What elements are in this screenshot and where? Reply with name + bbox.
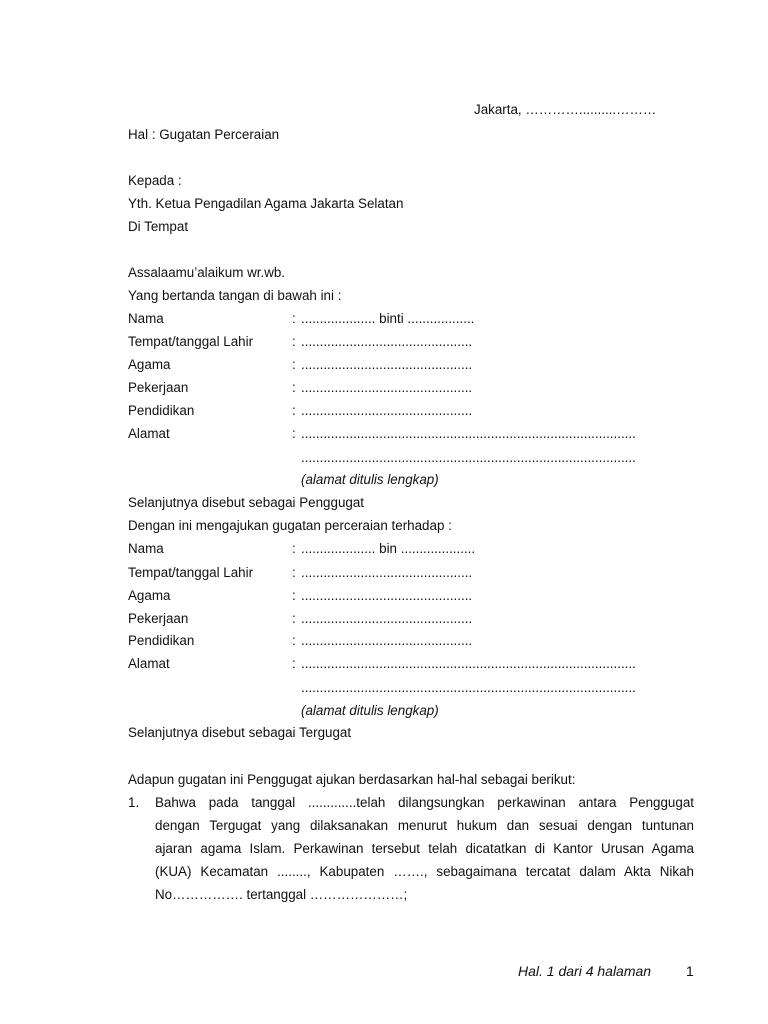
field-colon: : — [292, 656, 296, 671]
field-value: .............................................. — [301, 565, 473, 580]
field-colon: : — [292, 565, 296, 580]
field-colon: : — [292, 380, 296, 395]
field-label: Tempat/tanggal Lahir — [128, 565, 254, 580]
field-value: .............................................. — [301, 611, 473, 626]
tergugat-closing: Selanjutnya disebut sebagai Tergugat — [128, 725, 352, 740]
field-colon: : — [292, 588, 296, 603]
field-value: .................... bin .................... — [301, 541, 476, 556]
field-label: Pekerjaan — [128, 611, 189, 626]
field-label: Nama — [128, 311, 164, 326]
list-item-line — [155, 817, 694, 835]
intro-text: Yang bertanda tangan di bawah ini : — [128, 288, 342, 303]
addressee-place: Di Tempat — [128, 219, 189, 234]
field-colon: : — [292, 633, 296, 648]
addressee-name: Yth. Ketua Pengadilan Agama Jakarta Selatan — [128, 196, 404, 211]
penggugat-field-pekerjaan — [128, 379, 668, 397]
tergugat-address-note: (alamat ditulis lengkap) — [301, 703, 439, 718]
addressee-label: Kepada : — [128, 173, 182, 188]
field-label: Agama — [128, 357, 171, 372]
field-colon: : — [292, 311, 296, 326]
tergugat-address-continuation: .......................................................................................... — [301, 680, 636, 695]
subject-line: Hal : Gugatan Perceraian — [128, 127, 280, 142]
field-label: Tempat/tanggal Lahir — [128, 334, 254, 349]
field-label: Alamat — [128, 656, 170, 671]
penggugat-field-pendidikan — [128, 402, 668, 420]
tergugat-field-ttl — [128, 564, 668, 582]
tergugat-field-agama — [128, 587, 668, 605]
page-footer-label: Hal. 1 dari 4 halaman — [518, 963, 652, 979]
penggugat-field-nama — [128, 310, 668, 328]
list-item-number: 1. — [128, 795, 140, 810]
field-label: Pendidikan — [128, 633, 195, 648]
field-label: Pendidikan — [128, 403, 195, 418]
penggugat-field-ttl — [128, 333, 668, 351]
list-item-text: ajaran agama Islam. Perkawinan tersebut telah dicatatkan di Kantor Urusan Agama — [155, 841, 694, 856]
field-label: Nama — [128, 541, 164, 556]
list-item-text: Bahwa pada tanggal .............telah dilangsungkan perkawinan antara Penggugat — [155, 795, 694, 810]
grounds-intro: Adapun gugatan ini Penggugat ajukan berdasarkan hal-hal sebagai berikut: — [128, 772, 576, 787]
penggugat-address-note: (alamat ditulis lengkap) — [301, 472, 439, 487]
list-item-last-line: No……………. tertanggal …………………; — [155, 887, 408, 902]
field-value: .............................................. — [301, 357, 473, 372]
list-item-line — [155, 840, 694, 858]
field-value: .............................................. — [301, 380, 473, 395]
field-value: .......................................................................................... — [301, 656, 636, 671]
field-colon: : — [292, 426, 296, 441]
field-label: Alamat — [128, 426, 170, 441]
list-item-line — [155, 794, 694, 812]
field-value: .............................................. — [301, 633, 473, 648]
place-date: Jakarta, …………..........……… — [474, 102, 657, 117]
field-value: .............................................. — [301, 334, 473, 349]
field-colon: : — [292, 334, 296, 349]
tergugat-field-nama — [128, 540, 668, 558]
transition-text: Dengan ini mengajukan gugatan perceraian terhadap : — [128, 518, 452, 533]
list-item-text: dengan Tergugat yang dilaksanakan menurut hukum dan sesuai dengan tuntunan — [155, 818, 694, 833]
list-item-line — [155, 863, 694, 881]
list-item-text: (KUA) Kecamatan ........, Kabupaten ……., sebagaimana tercatat dalam Akta Nikah — [155, 864, 694, 879]
greeting: Assalaamu’alaikum wr.wb. — [128, 265, 286, 280]
field-value: .......................................................................................... — [301, 426, 636, 441]
page-number: 1 — [686, 963, 694, 979]
tergugat-field-pendidikan — [128, 632, 668, 650]
tergugat-field-alamat — [128, 655, 668, 673]
tergugat-field-pekerjaan — [128, 610, 668, 628]
penggugat-field-agama — [128, 356, 668, 374]
field-label: Agama — [128, 588, 171, 603]
field-value: .............................................. — [301, 588, 473, 603]
field-value: .............................................. — [301, 403, 473, 418]
field-colon: : — [292, 357, 296, 372]
penggugat-closing: Selanjutnya disebut sebagai Penggugat — [128, 495, 365, 510]
field-colon: : — [292, 541, 296, 556]
field-label: Pekerjaan — [128, 380, 189, 395]
field-value: .................... binti .................. — [301, 311, 475, 326]
penggugat-address-continuation: .......................................................................................... — [301, 450, 636, 465]
field-colon: : — [292, 403, 296, 418]
field-colon: : — [292, 611, 296, 626]
penggugat-field-alamat — [128, 425, 668, 443]
